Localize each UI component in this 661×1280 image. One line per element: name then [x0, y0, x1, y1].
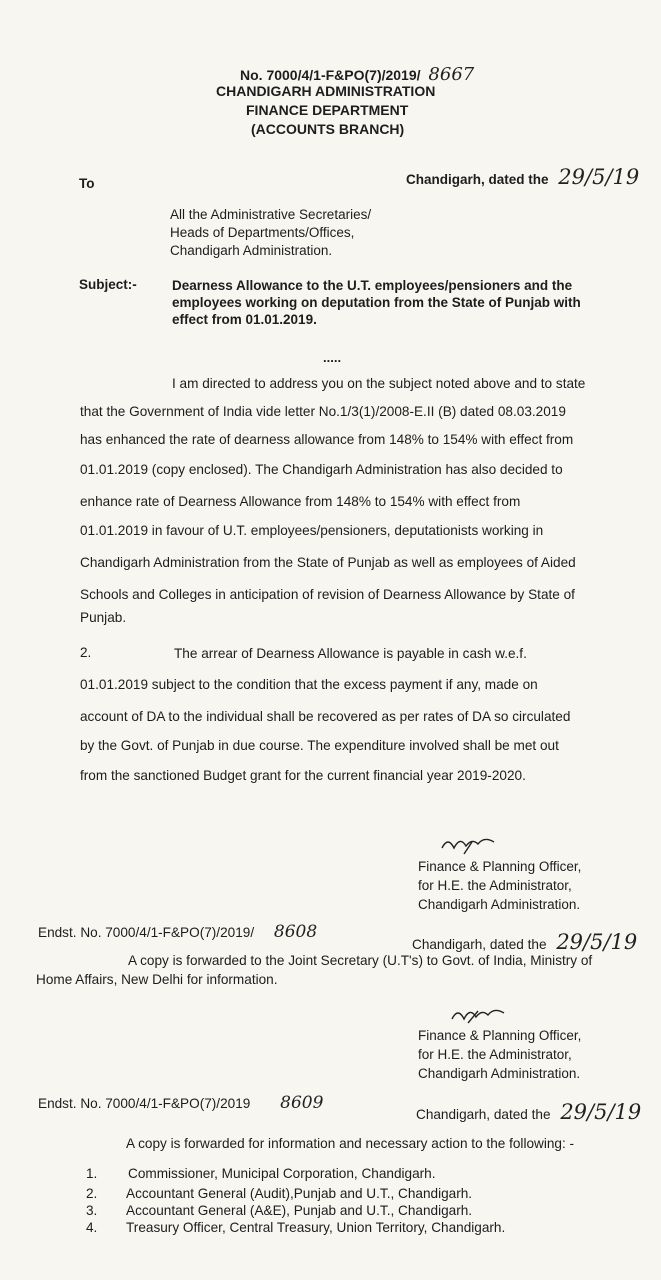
endst1-number-handwritten: 8608	[273, 922, 318, 942]
list-item: Commissioner, Municipal Corporation, Chandigarh.	[128, 1166, 436, 1181]
letter-number-printed: No. 7000/4/1-F&PO(7)/2019/	[240, 67, 421, 83]
para1-line: 01.01.2019 in favour of U.T. employees/pensioners, deputationists working in	[80, 523, 544, 538]
signature-mark-1	[438, 832, 498, 858]
para1-line: 01.01.2019 (copy enclosed). The Chandigarh Administration has also decided to	[80, 462, 563, 477]
para1-line: Chandigarh Administration from the State of Punjab as well as employees of Aided	[80, 555, 576, 570]
list-item-number: 2.	[86, 1186, 98, 1201]
endst2-number-handwritten: 8609	[280, 1093, 324, 1113]
endst2-date-handwritten: 29/5/19	[560, 1100, 642, 1124]
list-item: Treasury Officer, Central Treasury, Union Territory, Chandigarh.	[126, 1220, 506, 1235]
letter-number	[240, 64, 474, 85]
subject-line: employees working on deputation from the State of Punjab with	[172, 295, 581, 310]
letter-number-handwritten: 8667	[428, 64, 475, 85]
endst2-intro: A copy is forwarded for information and necessary action to the following: -	[126, 1136, 575, 1151]
addressee-block	[170, 206, 371, 260]
signature-line: Finance & Planning Officer,	[418, 1028, 582, 1043]
place-date-handwritten: 29/5/19	[558, 165, 640, 189]
addressee-line: Chandigarh Administration.	[170, 243, 333, 258]
subject-line: Dearness Allowance to the U.T. employees/pensioners and the	[172, 278, 573, 293]
signature-block-2	[418, 1026, 581, 1083]
list-item-number: 4.	[86, 1220, 98, 1235]
list-item-number: 3.	[86, 1203, 98, 1218]
list-item: Accountant General (A&E), Punjab and U.T., Chandigarh.	[126, 1203, 473, 1218]
para1-line: enhance rate of Dearness Allowance from 148% to 154% with effect from	[80, 494, 521, 509]
para1-line: has enhanced the rate of dearness allowance from 148% to 154% with effect from	[80, 432, 574, 447]
para2-number: 2.	[80, 645, 92, 660]
separator-dots: .....	[323, 350, 342, 365]
endst1-date-handwritten: 29/5/19	[556, 930, 638, 954]
addressee-line: Heads of Departments/Offices,	[170, 225, 355, 240]
para1-line: I am directed to address you on the subject noted above and to state	[172, 376, 586, 391]
para2-line: account of DA to the individual shall be recovered as per rates of DA so circulated	[80, 709, 571, 724]
place-date-label: Chandigarh, dated the	[406, 172, 549, 187]
signature-line: Finance & Planning Officer,	[418, 859, 582, 874]
para2-line: by the Govt. of Punjab in due course. The expenditure involved shall be met out	[80, 738, 559, 753]
header-line2: FINANCE DEPARTMENT	[246, 102, 409, 118]
endst1-text-line1: A copy is forwarded to the Joint Secretary (U.T's) to Govt. of India, Ministry of	[128, 953, 593, 968]
para2-line: from the sanctioned Budget grant for the current financial year 2019-2020.	[80, 768, 526, 783]
subject-label: Subject:-	[79, 277, 137, 292]
signature-line: Chandigarh Administration.	[418, 897, 581, 912]
para1-line: Punjab.	[80, 610, 127, 625]
to-label: To	[79, 176, 95, 191]
subject-text	[172, 277, 581, 328]
list-item: Accountant General (Audit),Punjab and U.T., Chandigarh.	[126, 1186, 473, 1201]
para1-line: that the Government of India vide letter No.1/3(1)/2008-E.II (B) dated 08.03.2019	[80, 404, 566, 419]
endst1-date-label: Chandigarh, dated the	[412, 937, 547, 952]
place-date	[406, 165, 639, 189]
endst2-number	[38, 1093, 323, 1113]
para2-line: 01.01.2019 subject to the condition that the excess payment if any, made on	[80, 677, 538, 692]
endst1-number	[38, 922, 317, 942]
signature-line: for H.E. the Administrator,	[418, 878, 572, 893]
list-item-number: 1.	[86, 1166, 98, 1181]
endst2-date	[416, 1100, 641, 1124]
endst2-number-printed: Endst. No. 7000/4/1-F&PO(7)/2019	[38, 1096, 251, 1111]
endst1-text-line2: Home Affairs, New Delhi for information.	[36, 972, 278, 987]
para2-line: The arrear of Dearness Allowance is payable in cash w.e.f.	[174, 646, 527, 661]
endst1-date	[412, 930, 637, 954]
signature-line: for H.E. the Administrator,	[418, 1047, 572, 1062]
para1-line: Schools and Colleges in anticipation of revision of Dearness Allowance by State of	[80, 587, 575, 602]
header-line3: (ACCOUNTS BRANCH)	[251, 121, 405, 137]
signature-line: Chandigarh Administration.	[418, 1066, 581, 1081]
signature-block-1	[418, 857, 581, 914]
addressee-line: All the Administrative Secretaries/	[170, 207, 372, 222]
header-line1: CHANDIGARH ADMINISTRATION	[216, 83, 436, 99]
endst1-number-printed: Endst. No. 7000/4/1-F&PO(7)/2019/	[38, 925, 255, 940]
subject-line: effect from 01.01.2019.	[172, 312, 317, 327]
endst2-date-label: Chandigarh, dated the	[416, 1107, 551, 1122]
